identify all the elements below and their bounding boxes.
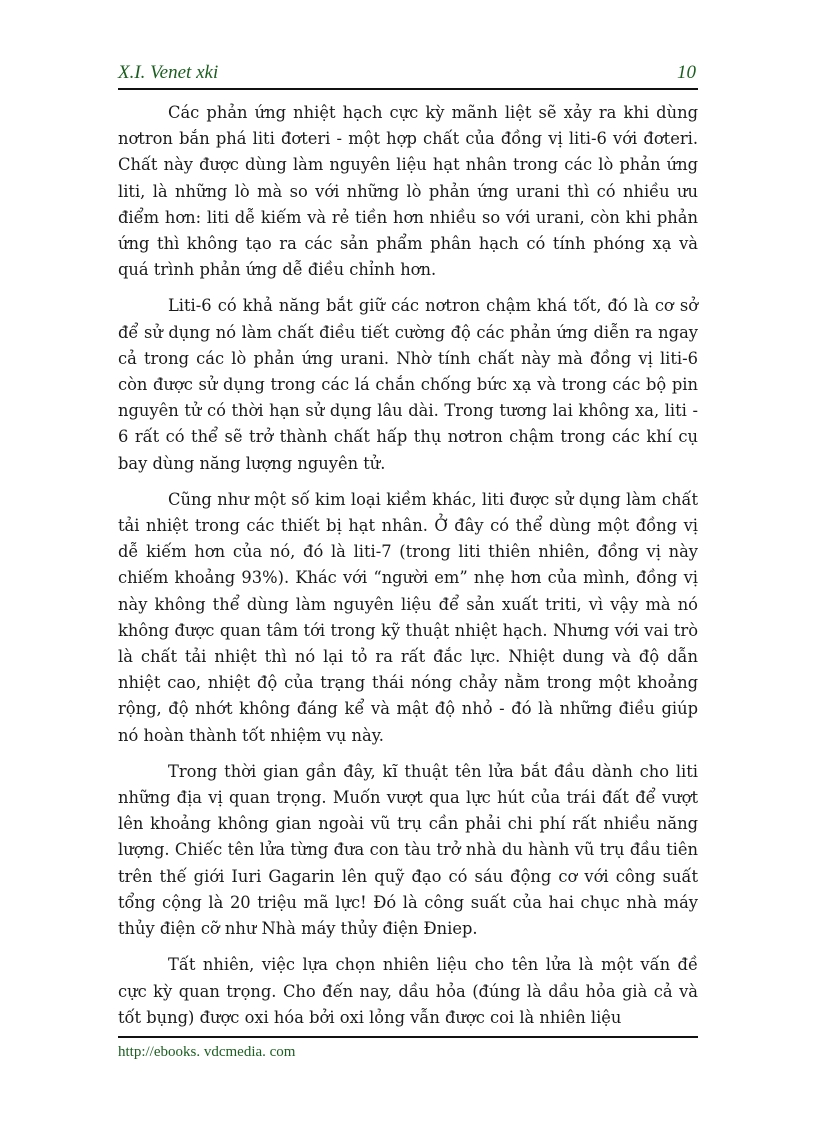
paragraph: Các phản ứng nhiệt hạch cực kỳ mãnh liệt sẽ xảy ra khi dùng nơtron bắn phá liti đơteri - một hợp chất của đồng vị liti-6 với đơteri. Chất này được dùng làm nguyên liệu hạt nhân trong các lò phản ứng liti, là những lò mà so với những lò phản ứng urani thì có nhiều ưu điểm hơn: liti dễ kiếm và rẻ tiền hơn nhiều so với urani, còn khi phản ứng thì không tạo ra các sản phẩm phân hạch có tính phóng xạ và quá trình phản ứng dễ điều chỉnh hơn. (118, 103, 698, 280)
paragraph: Tất nhiên, việc lựa chọn nhiên liệu cho tên lửa là một vấn đề cực kỳ quan trọng. Cho đến nay, dầu hỏa (đúng là dầu hỏa già cả và tốt bụng) được oxi hóa bởi oxi lỏng vẫn được coi là nhiên liệu (118, 955, 698, 1027)
header-author: X.I. Venet xki (118, 62, 219, 83)
footer-divider (118, 1036, 698, 1038)
footer-url[interactable]: http://ebooks. vdcmedia. com (118, 1044, 296, 1060)
paragraph: Cũng như một số kim loại kiềm khác, liti được sử dụng làm chất tải nhiệt trong các thiết bị hạt nhân. Ở đây có thể dùng một đồng vị dễ kiếm hơn của nó, đó là liti-7 (trong liti thiên nhiên, đồng vị này chiếm khoảng 93%). Khác với “người em” nhẹ hơn của mình, đồng vị này không thể dùng làm nguyên liệu để sản xuất triti, vì vậy mà nó không được quan tâm tới trong kỹ thuật nhiệt hạch. Nhưng với vai trò là chất tải nhiệt thì nó lại tỏ ra rất đắc lực. Nhiệt dung và độ dẫn nhiệt cao, nhiệt độ của trạng thái nóng chảy nằm trong một khoảng rộng, độ nhớt không đáng kể và mật độ nhỏ - đó là những điều giúp nó hoàn thành tốt nhiệm vụ này. (118, 489, 698, 745)
page-header (118, 60, 698, 90)
page-number: 10 (677, 62, 696, 83)
paragraph: Liti-6 có khả năng bắt giữ các nơtron chậm khá tốt, đó là cơ sở để sử dụng nó làm chất điều tiết cường độ các phản ứng diễn ra ngay cả trong các lò phản ứng urani. Nhờ tính chất này mà đồng vị liti-6 còn được sử dụng trong các lá chắn chống bức xạ và trong các bộ pin nguyên tử có thời hạn sử dụng lâu dài. Trong tương lai không xa, liti - 6 rất có thể sẽ trở thành chất hấp thụ nơtron chậm trong các khí cụ bay dùng năng lượng nguyên tử. (118, 296, 698, 473)
paragraph: Trong thời gian gần đây, kĩ thuật tên lửa bắt đầu dành cho liti những địa vị quan trọng. Muốn vượt qua lực hút của trái đất để vượt lên khoảng không gian ngoài vũ trụ cần phải chi phí rất nhiều năng lượng. Chiếc tên lửa từng đưa con tàu trở nhà du hành vũ trụ đầu tiên trên thế giới Iuri Gagarin lên quỹ đạo có sáu động cơ với công suất tổng cộng là 20 triệu mã lực! Đó là công suất của hai chục nhà máy thủy điện cỡ như Nhà máy thủy điện Đniep. (118, 761, 698, 939)
page-body (118, 100, 698, 1041)
